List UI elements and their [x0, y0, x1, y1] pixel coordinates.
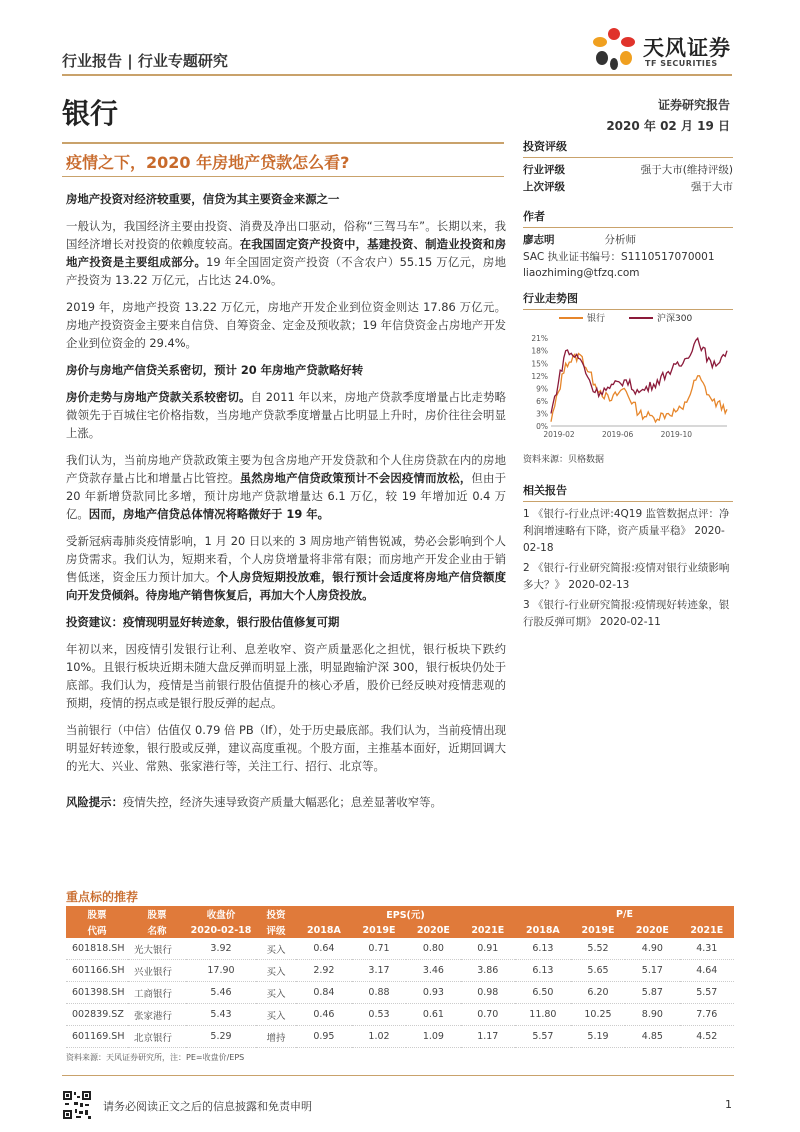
table-header-row	[66, 922, 734, 938]
related-report-item[interactable]: 3 《银行-行业研究简报:疫情现好转迹象，银行股反弹可期》 2020-02-11	[523, 599, 730, 628]
y-tick-label: 0%	[536, 422, 548, 431]
logo-mark-icon	[588, 26, 640, 72]
table-cell: 6.20	[571, 982, 625, 1004]
section-heading: 房地产投资对经济较重要，信贷为其主要资金来源之一	[66, 192, 340, 206]
author-email[interactable]: liaozhiming@tfzq.com	[523, 267, 640, 279]
y-tick-label: 21%	[531, 334, 548, 344]
rating-heading: 投资评级	[523, 138, 733, 158]
table-cell: 北京银行	[128, 1026, 186, 1048]
table-cell: 0.88	[352, 982, 406, 1004]
related-report-item[interactable]: 2 《银行-行业研究简报:疫情对银行业绩影响多大？》 2020-02-13	[523, 562, 730, 591]
table-source: 资料来源：天风证券研究所，注：PE=收盘价/EPS	[66, 1053, 245, 1062]
table-cell: 5.17	[625, 960, 679, 982]
table-cell: 0.53	[352, 1004, 406, 1026]
table-cell: 0.71	[352, 938, 406, 960]
x-tick-label: 2019-10	[660, 430, 693, 439]
table-cell: 0.93	[406, 982, 460, 1004]
prev-rating-value: 强于大市	[691, 181, 733, 193]
header-cell: 2018A	[515, 922, 571, 938]
table-cell: 4.90	[625, 938, 679, 960]
table-cell: 601166.SH	[66, 960, 128, 982]
logo-english: TF SECURITIES	[645, 59, 718, 68]
report-category: 行业报告 | 行业专题研究	[62, 52, 228, 70]
table-cell: 7.76	[680, 1004, 734, 1026]
table-cell: 0.70	[461, 1004, 515, 1026]
table-cell: 601169.SH	[66, 1026, 128, 1048]
table-cell: 8.90	[625, 1004, 679, 1026]
author-name: 廖志明	[523, 234, 555, 246]
header-cell: 代码	[66, 922, 128, 938]
trend-heading: 行业走势图	[523, 290, 733, 310]
table-cell: 601398.SH	[66, 982, 128, 1004]
risk-warning: 风险提示：疫情失控，经济失速导致资产质量大幅恶化；息差显著收窄等。	[66, 795, 442, 809]
prev-rating-label: 上次评级	[523, 181, 565, 193]
table-cell: 5.29	[186, 1026, 256, 1048]
y-tick-label: 18%	[531, 346, 548, 356]
table-cell: 10.25	[571, 1004, 625, 1026]
table-cell: 1.02	[352, 1026, 406, 1048]
related-heading: 相关报告	[523, 482, 733, 502]
logo-text: 天风证券	[643, 36, 731, 60]
table-cell: 3.86	[461, 960, 515, 982]
header-cell: 2019E	[352, 922, 406, 938]
table-cell: 0.46	[296, 1004, 352, 1026]
table-cell: 0.84	[296, 982, 352, 1004]
table-cell: 5.57	[680, 982, 734, 1004]
table-cell: 3.17	[352, 960, 406, 982]
author-heading: 作者	[523, 208, 733, 228]
table-cell: 2.92	[296, 960, 352, 982]
footer-divider	[62, 1075, 734, 1076]
header-cell: 2020-02-18	[186, 922, 256, 938]
paragraph: 受新冠病毒肺炎疫情影响，1 月 20 日以来的 3 周房地产销售锐减，势必会影响到个人房贷需求。我们认为，短期来看，个人房贷增量将非常有限；而房地产开发企业由于销售低迷，资金压力预计加大。个人房贷短期投放难，银行预计会适度将房地产信贷额度向开发贷倾斜。待房地产销售恢复后，再加大个人房贷投放。	[66, 534, 506, 602]
industry-rating-label: 行业评级	[523, 164, 565, 176]
industry-trend-chart	[523, 308, 733, 440]
header-cell: 名称	[128, 922, 186, 938]
related-reports	[523, 482, 733, 634]
table-cell: 买入	[256, 960, 296, 982]
header-cell: P/E	[515, 906, 734, 922]
table-cell: 买入	[256, 938, 296, 960]
header-cell: 股票	[128, 906, 186, 922]
table-row	[66, 1026, 734, 1048]
author-title: 分析师	[604, 234, 636, 246]
header-cell: 2020E	[406, 922, 460, 938]
header-cell: 评级	[256, 922, 296, 938]
page-number: 1	[725, 1098, 732, 1111]
paragraph: 房价走势与房地产贷款关系较密切。自 2011 年以来，房地产贷款季度增量占比走势略微领先于百城住宅价格指数，当房地产贷款季度增量占比明显上升时，房价往往会明显上涨。	[66, 390, 506, 440]
table-cell: 5.46	[186, 982, 256, 1004]
table-cell: 4.64	[680, 960, 734, 982]
title-divider-top	[62, 142, 504, 144]
table-cell: 兴业银行	[128, 960, 186, 982]
table-cell: 4.31	[680, 938, 734, 960]
y-tick-label: 12%	[531, 371, 548, 381]
table-cell: 0.95	[296, 1026, 352, 1048]
series-line	[551, 354, 727, 423]
header-cell: 2021E	[680, 922, 734, 938]
table-header-row	[66, 906, 734, 922]
table-cell: 3.92	[186, 938, 256, 960]
table-cell: 张家港行	[128, 1004, 186, 1026]
header-divider	[62, 74, 732, 76]
paragraph: 当前银行（中信）估值仅 0.79 倍 PB（lf），处于历史最底部。我们认为，当前疫情出现明显好转迹象，银行股或反弹，建议高度重视。个股方面，主推基本面好，近期回调大的光大、兴业、常熟、张家港行等，关注工行、招行、北京等。	[66, 723, 506, 773]
company-logo	[588, 26, 738, 72]
chart-source: 资料来源：贝格数据	[523, 455, 605, 465]
table-cell: 17.90	[186, 960, 256, 982]
industry-rating-value: 强于大市(维持评级)	[640, 164, 733, 176]
paragraph: 2019 年，房地产投资 13.22 万亿元，房地产开发企业到位资金则达 17.86 万亿元。房地产投资资金主要来自信贷、自筹资金、定金及预收款；19 年信贷资金占房地产开发企业到位资金的 29.4%。	[66, 300, 506, 350]
related-report-item[interactable]: 1 《银行-行业点评:4Q19 监管数据点评：净利润增速略有下降，资产质量平稳》 2020-02-18	[523, 508, 730, 554]
table-row	[66, 960, 734, 982]
y-tick-label: 9%	[536, 384, 548, 394]
report-type: 证券研究报告	[657, 98, 730, 112]
table-cell: 0.98	[461, 982, 515, 1004]
x-tick-label: 2019-06	[601, 430, 634, 439]
sector-title: 银行	[62, 97, 119, 130]
table-cell: 0.80	[406, 938, 460, 960]
paragraph: 一般认为，我国经济主要由投资、消费及净出口驱动，俗称“三驾马车”。长期以来，我国经济增长对投资的依赖度较高。在我国固定资产投资中，基建投资、制造业投资和房地产投资是主要组成部分。19 年全国固定资产投资（不含农户）55.15 万亿元，房地产投资为 13.22 万亿元，占比达 24.0%。	[66, 219, 506, 287]
table-cell: 4.85	[625, 1026, 679, 1048]
header-cell: 股票	[66, 906, 128, 922]
table-cell: 5.65	[571, 960, 625, 982]
table-cell: 6.13	[515, 938, 571, 960]
report-title: 疫情之下，2020 年房地产贷款怎么看?	[66, 153, 350, 172]
table-cell: 工商银行	[128, 982, 186, 1004]
table-cell: 5.19	[571, 1026, 625, 1048]
main-body	[66, 190, 506, 820]
report-date: 2020 年 02 月 19 日	[606, 119, 730, 133]
table-cell: 5.57	[515, 1026, 571, 1048]
table-cell: 4.52	[680, 1026, 734, 1048]
table-cell: 增持	[256, 1026, 296, 1048]
y-tick-label: 15%	[531, 359, 548, 369]
table-cell: 买入	[256, 1004, 296, 1026]
header-cell: 2018A	[296, 922, 352, 938]
table-cell: 002839.SZ	[66, 1004, 128, 1026]
table-cell: 6.50	[515, 982, 571, 1004]
table-cell: 11.80	[515, 1004, 571, 1026]
table-cell: 601818.SH	[66, 938, 128, 960]
table-cell: 6.13	[515, 960, 571, 982]
table-cell: 买入	[256, 982, 296, 1004]
legend-label: 沪深300	[657, 314, 693, 324]
recommendation-table	[66, 906, 734, 1048]
paragraph: 我们认为，当前房地产贷款政策主要为包含房地产开发贷款和个人住房贷款在内的房地产贷款存量占比和增量占比管控。虽然房地产信贷政策预计不会因疫情而放松，但由于 20 年新增贷款同比多增，预计房地产贷款增量达 6.1 万亿，较 19 年增加近 0.4 万亿。因而，房地产信贷总体情况将略微好于 19 年。	[66, 453, 506, 521]
y-tick-label: 6%	[536, 396, 548, 406]
header-cell: 2021E	[461, 922, 515, 938]
table-title: 重点标的推荐	[66, 890, 139, 904]
series-line	[551, 338, 727, 413]
header-cell: 2020E	[625, 922, 679, 938]
author-box	[523, 208, 733, 281]
header-cell: 收盘价	[186, 906, 256, 922]
section-heading: 投资建议：疫情现明显好转迹象，银行股估值修复可期	[66, 615, 340, 629]
table-cell: 5.52	[571, 938, 625, 960]
table-cell: 5.87	[625, 982, 679, 1004]
table-cell: 1.09	[406, 1026, 460, 1048]
table-cell: 5.43	[186, 1004, 256, 1026]
y-tick-label: 3%	[536, 409, 548, 419]
qr-code-icon	[62, 1090, 92, 1120]
table-cell: 0.61	[406, 1004, 460, 1026]
disclaimer-text: 请务必阅读正文之后的信息披露和免责申明	[103, 1100, 312, 1113]
header-cell: 投资	[256, 906, 296, 922]
table-row	[66, 982, 734, 1004]
section-heading: 房价与房地产信贷关系密切，预计 20 年房地产贷款略好转	[66, 363, 364, 377]
table-cell: 1.17	[461, 1026, 515, 1048]
table-cell: 0.91	[461, 938, 515, 960]
x-tick-label: 2019-02	[543, 430, 575, 439]
paragraph: 年初以来，因疫情引发银行让利、息差收窄、资产质量恶化之担忧，银行板块下跌约 10%。且银行板块近期未随大盘反弹而明显上涨，明显跑输沪深 300，银行板块仍处于底部。我们认为，疫情是当前银行股估值提升的核心矛盾，股价已经反映对疫情悲观的预期，疫情的拐点或是银行股反弹的起点。	[66, 642, 506, 710]
table-cell: 3.46	[406, 960, 460, 982]
rating-box	[523, 138, 733, 196]
title-divider-bottom	[62, 176, 504, 177]
header-cell: EPS(元)	[296, 906, 515, 922]
table-cell: 光大银行	[128, 938, 186, 960]
legend-label: 银行	[587, 314, 606, 324]
table-row	[66, 1004, 734, 1026]
author-cert: SAC 执业证书编号：S1110517070001	[523, 251, 715, 263]
header-cell: 2019E	[571, 922, 625, 938]
table-cell: 0.64	[296, 938, 352, 960]
table-row	[66, 938, 734, 960]
